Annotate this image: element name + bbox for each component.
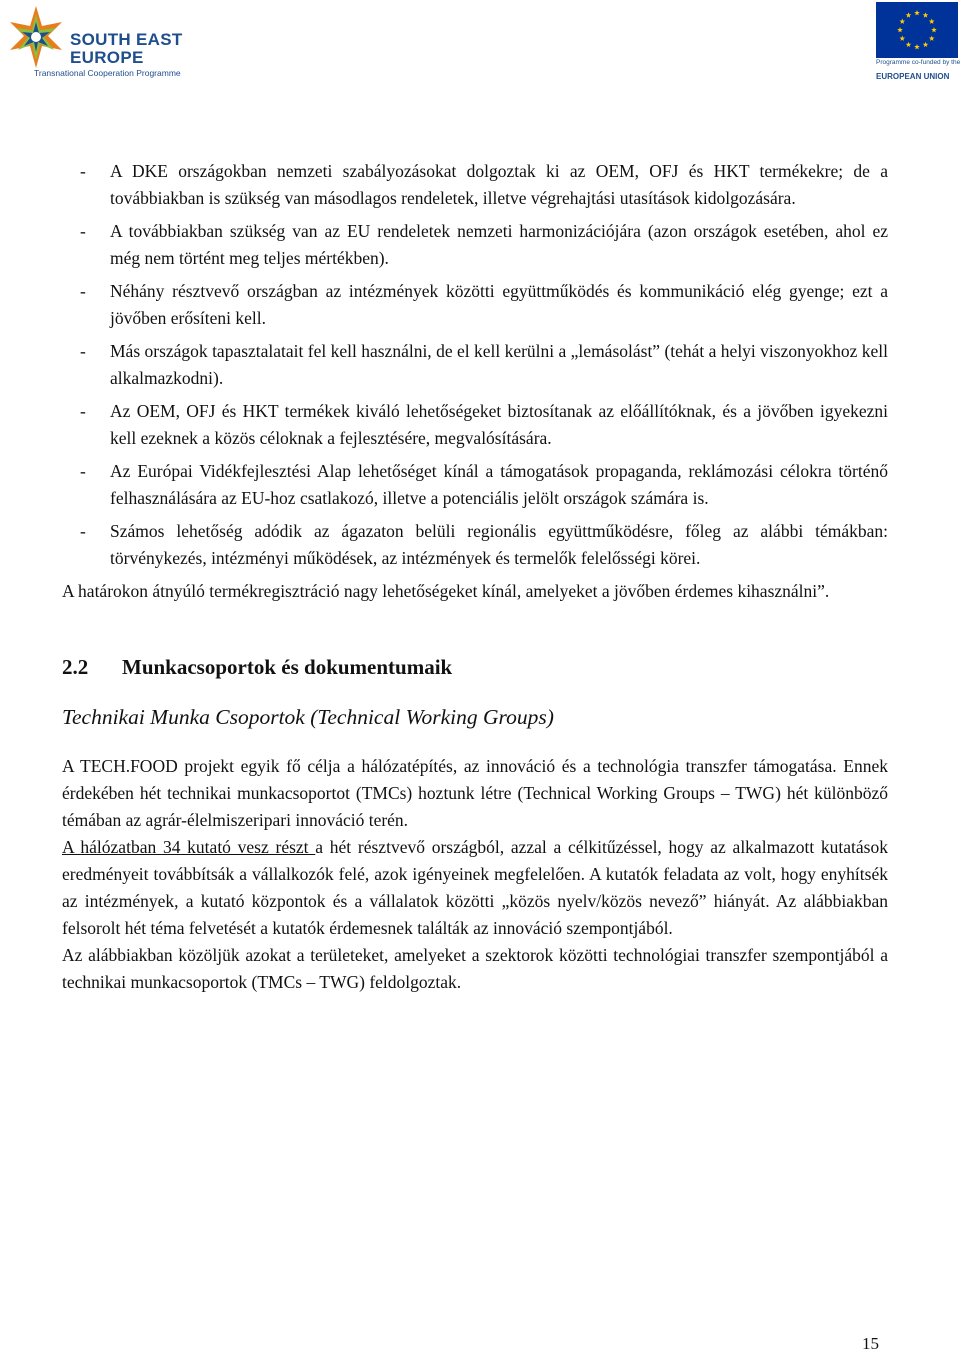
bullet-item — [62, 518, 888, 572]
paragraph-3: Az alábbiakban közöljük azokat a területeket, amelyeket a szektorok közötti technológiai transzfer szempontjából a technikai munkacsoportok (TMCs – TWG) feldolgoztak. — [62, 945, 888, 992]
bullet-text: Az OEM, OFJ és HKT termékek kiváló lehetőségeket biztosítanak az előállítóknak, és a jövőben igyekezni kell ezeknek a közös céloknak a fejlesztésére, megvalósítására. — [110, 401, 888, 448]
eu-name: EUROPEAN UNION — [876, 72, 950, 81]
bullet-item — [62, 338, 888, 392]
bullet-text: Az Európai Vidékfejlesztési Alap lehetőséget kínál a támogatások propaganda, reklámozási célokra történő felhasználására az EU-hoz csatlakozó, illetve a potenciális jelölt országok számára is. — [110, 461, 888, 508]
page-number: 15 — [862, 1334, 879, 1353]
closing-paragraph: A határokon átnyúló termékregisztráció nagy lehetőségeket kínál, amelyeket a jövőben érdemes kihasználni”. — [62, 581, 830, 601]
bullet-marker: - — [80, 461, 86, 481]
bullet-list — [62, 158, 888, 572]
underlined-text: A hálózatban 34 kutató vesz részt — [62, 837, 316, 857]
bullet-marker: - — [80, 161, 86, 181]
programme-name-line2: EUROPE — [70, 48, 144, 67]
paragraph-2-rest: a hét résztvevő országból, azzal a célkitűzéssel, hogy az alkalmazott kutatások eredményeit továbbítsák a vállalkozók felé, azok igényeinek megfelelően. A kutatók feladata az volt, hogy enyhítsék az intézmények, a kutató központok és a vállalatok közötti „közös nyelv/közös nevező” hiányát. Az alábbiakban felsorolt hét téma felvetését a kutatók érdemesnek találták az innováció szempontjából. — [62, 837, 888, 938]
bullet-marker: - — [80, 281, 86, 301]
eu-flag-icon — [876, 2, 958, 58]
star-compass-icon — [4, 4, 68, 70]
eu-cofunded-text: Programme co-funded by the — [876, 59, 960, 66]
bullet-text: Más országok tapasztalatait fel kell használni, de el kell kerülni a „lemásolást” (tehát a helyi viszonyokhoz kell alkalmazkodni). — [110, 341, 888, 388]
bullet-marker: - — [80, 341, 86, 361]
eu-logo — [872, 2, 958, 82]
bullet-marker: - — [80, 521, 86, 541]
document-body — [62, 158, 888, 996]
bullet-marker: - — [80, 221, 86, 241]
south-east-europe-logo — [4, 2, 194, 78]
bullet-item — [62, 158, 888, 212]
bullet-text: Számos lehetőség adódik az ágazaton belüli regionális együttműködésre, főleg az alábbi témákban: törvénykezés, intézményi működések, az intézmények és termelők felelősségi körei. — [110, 521, 888, 568]
bullet-text: A DKE országokban nemzeti szabályozásokat dolgoztak ki az OEM, OFJ és HKT termékekre; de a továbbiakban is szükség van másodlagos rendeletek, illetve végrehajtási utasítások kidolgozására. — [110, 161, 888, 208]
bullet-item — [62, 398, 888, 452]
programme-name-line1: SOUTH EAST — [70, 30, 183, 49]
bullet-text: A továbbiakban szükség van az EU rendeletek nemzeti harmonizációjára (azon országok esetében, ahol ez még nem történt meg teljes mértékben). — [110, 221, 888, 268]
bullet-marker: - — [80, 401, 86, 421]
page-header — [0, 0, 960, 90]
paragraph-2 — [62, 834, 888, 942]
bullet-text: Néhány résztvevő országban az intézmények közötti együttműködés és kommunikáció elég gyenge; ezt a jövőben erősíteni kell. — [110, 281, 888, 328]
section-number: 2.2 — [62, 655, 89, 679]
section-heading — [62, 651, 888, 683]
programme-subtitle: Transnational Cooperation Programme — [34, 68, 181, 78]
paragraph-1: A TECH.FOOD projekt egyik fő célja a hálózatépítés, az innováció és a technológia transzfer támogatása. Ennek érdekében hét technikai munkacsoportot (TMCs) hoztunk létre (Technical Working Groups – TWG) hét különböző témában az agrár-élelmiszeripari innováció terén. — [62, 756, 888, 830]
bullet-item — [62, 218, 888, 272]
section-subtitle: Technikai Munka Csoportok (Technical Working Groups) — [62, 705, 554, 729]
bullet-item — [62, 278, 888, 332]
bullet-item — [62, 458, 888, 512]
section-title: Munkacsoportok és dokumentumaik — [122, 655, 453, 679]
